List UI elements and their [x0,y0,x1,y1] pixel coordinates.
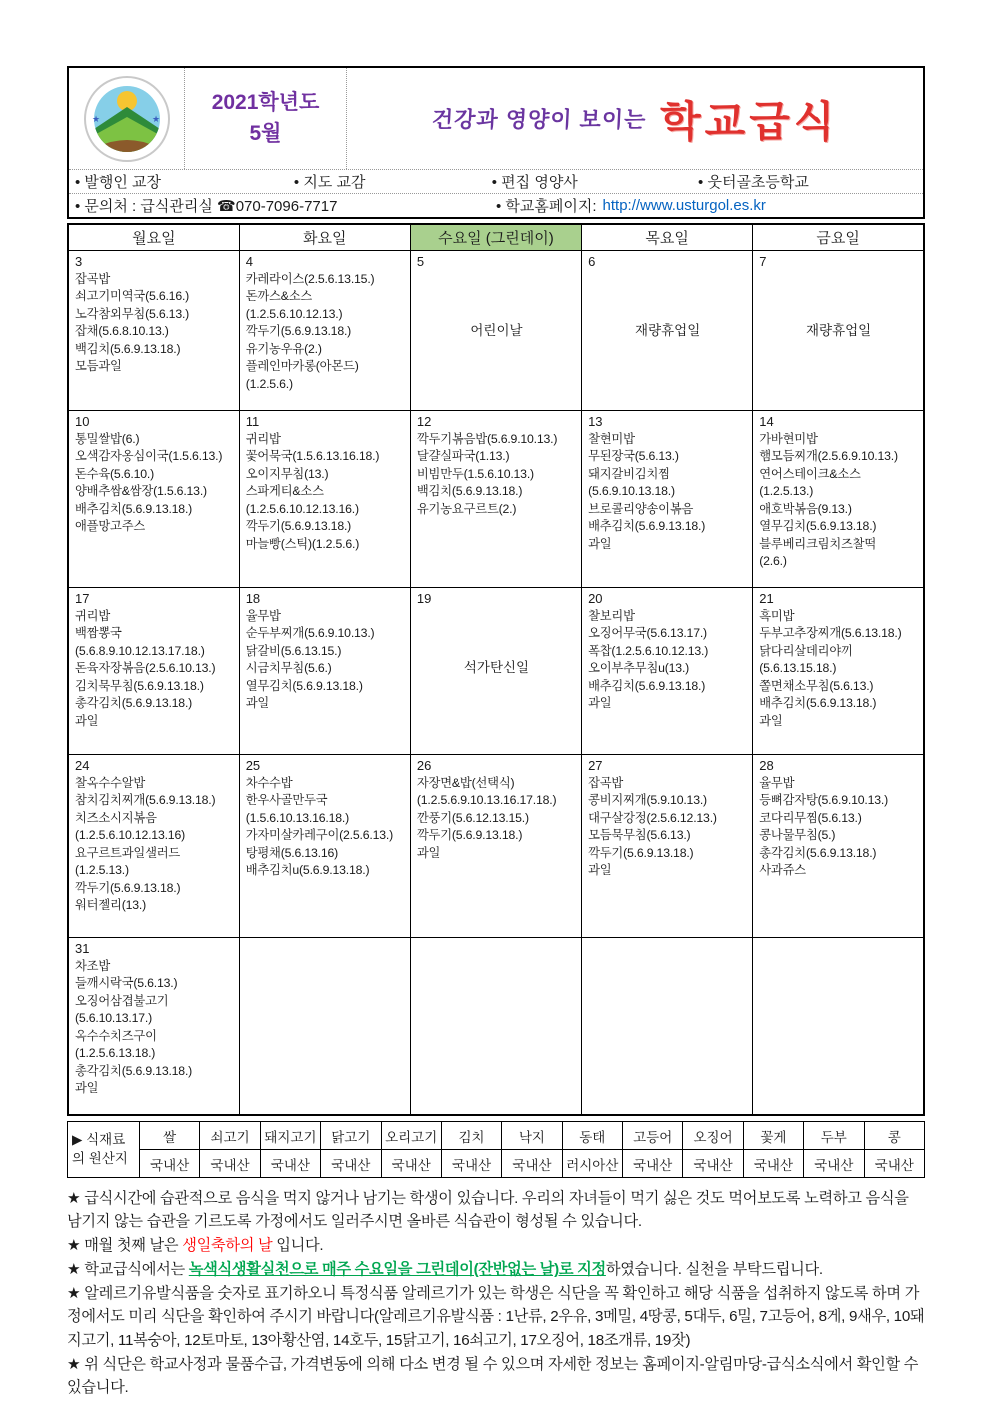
menu-item: 과일 [759,713,783,728]
day-cell [239,587,410,754]
day-number: 12 [416,413,432,429]
menu-item: 과일 [416,845,441,860]
origin-item-name: 오징어 [683,1122,743,1150]
day-cell [582,587,753,754]
day-cell [239,250,410,410]
day-header-3: 목요일 [582,224,753,250]
notice-green-day [67,1258,925,1281]
holiday-label: 석가탄신일 [463,659,530,675]
menu-item: 애호박볶음(9.13.) [759,501,852,516]
title-cell [347,68,923,169]
menu-item: 블루베리크림치즈찰떡 [759,536,877,551]
menu-item: 연어스테이크&소스 [759,466,861,481]
menu-item: 돈수육(5.6.10.) [75,466,155,481]
origin-label [68,1122,140,1178]
day-number: 27 [588,757,603,773]
menu-item: 한우사골만두국 [245,793,328,807]
menu-item: (1.2.5.13.) [75,863,129,877]
menu-item: 탕평채(5.6.13.16) [245,845,338,860]
menu-item: 닭다리살데리야끼 [759,643,853,658]
origin-source-row [68,1150,925,1178]
holiday-label: 재량휴업일 [635,322,701,338]
day-number: 14 [759,413,774,429]
menu-item: 백김치(5.6.9.13.18.) [416,484,523,498]
school-year: 2021학년도 [211,91,320,115]
day-number: 13 [588,413,603,429]
origin-item-name: 닭고기 [321,1122,381,1150]
menu-item: 깐풍기(5.6.12.13.15.) [416,810,529,825]
contact-info-row [69,193,923,217]
menu-item: 귀리밥 [75,608,111,623]
day-number: 5 [416,253,425,269]
day-number: 3 [75,253,83,269]
menu-item: 백짬뽕국 [75,626,122,640]
menu-item: 사과쥬스 [759,863,806,877]
school-logo-cell [69,68,185,169]
menu-item: 스파게티&소스 [245,484,324,498]
menu-item: 등뼈감자탕(5.6.9.10.13.) [759,793,888,807]
menu-item: 요구르트과일샐러드 [75,845,181,860]
day-header-0: 월요일 [68,224,239,250]
day-cell [582,754,753,937]
origin-item-source: 국내산 [441,1150,501,1178]
day-number: 19 [416,590,432,606]
notice-birthday-suffix: 입니다. [272,1237,324,1255]
origin-item-name: 쇠고기 [200,1122,260,1150]
menu-item: 꽃어묵국(1.5.6.13.16.18.) [245,449,380,463]
day-cell [68,410,239,587]
menu-item: 총각김치(5.6.9.13.18.) [75,696,193,710]
day-cell [410,937,581,1115]
menu-item: 카레라이스(2.5.6.13.15.) [245,271,375,286]
day-cell [410,754,581,937]
menu-item: 배추김치(5.6.9.13.18.) [588,678,706,693]
menu-item: 귀리밥 [245,431,281,446]
calendar-week-row [68,250,924,410]
menu-item: (1.2.5.6.13.18.) [75,1046,156,1060]
day-number: 6 [588,253,596,269]
menu-item: 순두부찌개(5.6.9.10.13.) [245,626,375,640]
menu-item: 오색감자옹심이국(1.5.6.13.) [75,449,223,463]
notice-birthday-prefix: ★ 매월 첫째 날은 [67,1237,183,1255]
day-number: 7 [759,253,767,269]
menu-item: 햄모듬찌개(2.5.6.9.10.13.) [759,449,898,463]
menu-item: 과일 [75,713,99,728]
day-header-2: 수요일 (그린데이) [410,224,581,250]
menu-item: (1.2.5.6.10.12.13.) [245,306,343,321]
day-cell [68,250,239,410]
menu-calendar-table [67,223,925,1116]
menu-item: 가바현미밥 [759,431,818,446]
menu-item: 코다리무찜(5.6.13.) [759,810,862,825]
menu-item: 애플망고주스 [75,519,146,533]
menu-item: (1.2.5.6.9.10.13.16.17.18.) [416,793,557,807]
homepage-label: • 학교홈페이지: [496,198,597,215]
menu-item: 총각김치(5.6.9.13.18.) [759,845,877,860]
menu-item: (1.2.5.6.10.12.13.16.) [245,501,359,516]
origin-item-source: 국내산 [804,1150,864,1178]
menu-item: 워터젤리(13.) [75,898,146,912]
menu-item: 비빔만두(1.5.6.10.13.) [416,466,534,481]
calendar-body [68,250,924,1115]
menu-item: 깍두기(5.6.9.13.18.) [416,828,523,842]
origin-item-name: 김치 [441,1122,501,1150]
menu-item: (5.6.10.13.17.) [75,1011,152,1025]
calendar-week-row [68,937,924,1115]
year-month-cell [185,68,347,169]
menu-item: 찰보리밥 [588,608,635,623]
menu-item: 자장면&밥(선택식) [416,775,515,790]
origin-item-source: 국내산 [140,1150,200,1178]
origin-name-row [68,1122,925,1150]
menu-item: 돈까스&소스 [245,289,313,303]
day-number: 24 [75,757,90,773]
menu-item: 모듬묵무침(5.6.13.) [588,828,691,842]
menu-item: 닭갈비(5.6.13.15.) [245,643,342,658]
notice-birthday-highlight: 생일축하의 날 [182,1237,273,1255]
menu-item: 오이부추무침u(13.) [588,661,690,675]
contact-label: • 문의처 : 급식관리실 ☎070-7096-7717 [75,198,338,215]
day-cell [68,937,239,1115]
origin-item-source: 러시아산 [562,1150,622,1178]
menu-item: 율무밥 [759,775,795,790]
menu-item: 열무김치(5.6.9.13.18.) [245,678,363,693]
origin-item-source: 국내산 [381,1150,441,1178]
notice-section [67,1187,925,1399]
school-name: • 웃터골초등학교 [698,174,809,191]
calendar-week-row [68,587,924,754]
menu-item: 돈육자장볶음(2.5.6.10.13.) [75,661,216,675]
menu-item: 두부고추장찌개(5.6.13.18.) [759,626,902,640]
header-box [67,66,925,219]
calendar-week-row [68,754,924,937]
menu-item: 치즈소시지볶음 [75,810,157,825]
notice-green-suffix: 하였습니다. 실천을 부탁드립니다. [605,1261,823,1279]
day-header-1: 화요일 [239,224,410,250]
day-number: 20 [588,590,603,606]
editor-label: • 편집 영양사 [491,174,578,191]
day-cell [410,410,581,587]
menu-item: 달걀실파국(1.13.) [416,449,510,463]
homepage-link[interactable]: http://www.usturgol.es.kr [602,197,766,214]
day-cell [753,587,924,754]
day-number: 26 [416,757,432,773]
holiday-label: 재량휴업일 [806,322,872,338]
menu-item: 흑미밥 [759,608,795,623]
menu-item: 과일 [588,536,612,551]
publisher-label: • 발행인 교장 [75,174,162,191]
menu-item: 플레인마카롱(아몬드) [245,359,359,373]
menu-item: 깍두기(5.6.9.13.18.) [75,880,181,895]
menu-item: (1.2.5.13.) [759,484,814,498]
menu-item: (5.6.9.10.13.18.) [588,484,675,498]
day-cell [582,410,753,587]
origin-item-source: 국내산 [260,1150,320,1178]
menu-item: 들깨시락국(5.6.13.) [75,976,178,990]
menu-item: 과일 [75,1081,99,1095]
origin-item-name: 쌀 [140,1122,200,1150]
menu-item: 콩나물무침(5.) [759,828,836,842]
menu-item: 깍두기(5.6.9.13.18.) [588,845,694,860]
origin-item-source: 국내산 [743,1150,803,1178]
menu-item: (1.2.5.6.) [245,376,293,391]
menu-item: 잡채(5.6.8.10.13.) [75,324,169,338]
day-number: 25 [245,757,261,773]
ingredient-origin-table [67,1121,925,1178]
origin-item-source: 국내산 [200,1150,260,1178]
calendar-header-row [68,224,924,250]
origin-label-line1: ▶ 식재료 [72,1132,126,1148]
menu-item: 차조밥 [75,958,111,973]
origin-item-source: 국내산 [502,1150,562,1178]
calendar-week-row [68,410,924,587]
day-cell [753,937,924,1115]
menu-item: 찰현미밥 [588,431,635,446]
day-cell [753,754,924,937]
notice-allergy: ★ 알레르기유발식품을 숫자로 표기하오니 특정식품 알레르기가 있는 학생은 식단을 꼭 확인하고 해당 식품을 섭취하지 않도록 하며 가정에서도 미리 식단을 확인하여 주시기 바랍니다(알레르기유발식품 : 1난류, 2우유, 3메밀, 4땅콩, 5대두, 6밀, 7고등어, 8게, 9새우, 10돼지고기, 11복숭아, 12토마토, 13아황산염, 14호두, 15닭고기, 16쇠고기, 17오징어, 18조개류, 19잣) [67,1285,925,1349]
menu-item: 과일 [588,696,612,710]
holiday-label: 어린이날 [470,322,523,338]
day-cell [239,754,410,937]
page-title: 학교급식 [660,97,839,145]
month: 5월 [249,121,282,145]
origin-item-source: 국내산 [321,1150,381,1178]
svg-text:★: ★ [91,113,100,124]
publisher-info-row [69,169,923,193]
menu-item: 잡곡밥 [588,775,624,790]
menu-item: 콩비지찌개(5.9.10.13.) [588,793,707,807]
menu-item: 배추김치u(5.6.9.13.18.) [245,863,370,877]
menu-item: 오이지무침(13.) [245,466,329,481]
origin-item-name: 오리고기 [381,1122,441,1150]
day-number: 31 [75,940,90,956]
notice-birthday-day [67,1234,925,1257]
day-cell [410,587,581,754]
menu-item: 깍두기(5.6.9.13.18.) [245,324,352,338]
day-number: 28 [759,757,774,773]
origin-body [68,1122,925,1178]
menu-item: 쫄면채소무침(5.6.13.) [759,678,874,693]
day-number: 10 [75,413,90,429]
notice-green-highlight: 녹색식생활실천으로 매주 수요일을 그린데이(잔반없는 날)로 지정 [188,1261,606,1279]
menu-item: 잡곡밥 [75,271,111,286]
menu-item: 총각김치(5.6.9.13.18.) [75,1063,193,1078]
school-emblem-icon [83,75,171,163]
menu-item: 대구살강정(2.5.6.12.13.) [588,810,717,825]
origin-item-name: 고등어 [623,1122,683,1150]
menu-item: 돼지갈비김치찜 [588,466,670,481]
menu-item: (1.5.6.10.13.16.18.) [245,810,350,825]
menu-item: 차수수밥 [245,775,293,790]
notice-menu-change: ★ 위 식단은 학교사정과 물품수급, 가격변동에 의해 다소 변경 될 수 있으며 자세한 정보는 홈페이지-알림마당-급식소식에서 확인할 수 있습니다. [67,1355,919,1396]
origin-item-name: 꽃게 [743,1122,803,1150]
day-cell [582,250,753,410]
menu-item: 찰옥수수알밥 [75,775,146,790]
menu-item: 과일 [245,696,270,710]
menu-item: 깍두기(5.6.9.13.18.) [245,519,352,533]
day-cell [68,754,239,937]
day-cell [239,410,410,587]
menu-item: 오징어삼겹불고기 [75,993,169,1008]
menu-item: 시금치무침(5.6.) [245,661,332,675]
menu-item: 배추김치(5.6.9.13.18.) [759,696,877,710]
menu-item: (1.2.5.6.10.12.13.16) [75,828,185,842]
notice-eating-habits: ★ 급식시간에 습관적으로 음식을 먹지 않거나 남기는 학생이 있습니다. 우리의 자녀들이 먹기 싫은 것도 먹어보도록 노력하고 음식을 남기지 않는 습관을 기르도록 가정에서도 일러주시면 올바른 식습관이 형성될 수 있습니다. [67,1190,909,1231]
origin-item-source: 국내산 [623,1150,683,1178]
origin-item-name: 동태 [562,1122,622,1150]
menu-item: 가자미살카레구이(2.5.6.13.) [245,828,393,842]
day-number: 18 [245,590,261,606]
day-cell [753,410,924,587]
day-cell [239,937,410,1115]
menu-item: 배추김치(5.6.9.13.18.) [588,519,706,533]
menu-item: (5.6.8.9.10.12.13.17.18.) [75,643,205,658]
menu-item: (5.6.13.15.18.) [759,661,837,675]
origin-item-name: 콩 [864,1122,925,1150]
menu-item: 통밀쌀밥(6.) [75,431,140,446]
lunch-menu-page [67,66,925,1400]
day-cell [582,937,753,1115]
menu-item: 율무밥 [245,608,281,623]
menu-item: 유기농우유(2.) [245,341,322,356]
menu-item: 유기농요구르트(2.) [416,501,517,516]
origin-item-name: 돼지고기 [260,1122,320,1150]
menu-item: (2.6.) [759,554,787,568]
menu-item: 마늘빵(스틱)(1.2.5.6.) [245,536,360,551]
menu-item: 과일 [588,863,612,877]
day-cell [410,250,581,410]
day-number: 4 [245,253,253,269]
origin-item-source: 국내산 [864,1150,925,1178]
day-cell [68,587,239,754]
day-cell [753,250,924,410]
menu-item: 양배추쌈&쌈장(1.5.6.13.) [75,484,207,498]
menu-item: 폭찹(1.2.5.6.10.12.13.) [588,643,709,658]
menu-item: 김치묵무침(5.6.9.13.18.) [75,678,204,693]
day-number: 17 [75,590,90,606]
origin-item-source: 국내산 [683,1150,743,1178]
menu-item: 배추김치(5.6.9.13.18.) [75,501,193,516]
menu-item: 옥수수치즈구이 [75,1028,157,1043]
menu-item: 열무김치(5.6.9.13.18.) [759,519,877,533]
menu-item: 노각참외무침(5.6.13.) [75,306,190,321]
origin-item-name: 두부 [804,1122,864,1150]
notice-green-prefix: ★ 학교급식에서는 [67,1261,189,1279]
day-number: 21 [759,590,774,606]
menu-item: 오징어무국(5.6.13.17.) [588,626,707,640]
supervisor-label: • 지도 교감 [293,174,366,191]
menu-item: 깍두기볶음밥(5.6.9.10.13.) [416,431,558,446]
day-header-4: 금요일 [753,224,924,250]
day-number: 11 [245,413,260,429]
menu-item: 쇠고기미역국(5.6.16.) [75,289,190,303]
slogan-text: 건강과 영양이 보이는 [430,107,647,132]
svg-text:★: ★ [151,113,160,124]
menu-item: 브로콜리양송이볶음 [588,501,694,516]
origin-label-line2: 의 원산지 [72,1150,128,1166]
menu-item: 무된장국(5.6.13.) [588,449,679,463]
menu-item: 참치김치찌개(5.6.9.13.18.) [75,793,216,807]
menu-item: 백김치(5.6.9.13.18.) [75,341,181,356]
menu-item: 모듬과일 [75,359,122,373]
origin-item-name: 낙지 [502,1122,562,1150]
